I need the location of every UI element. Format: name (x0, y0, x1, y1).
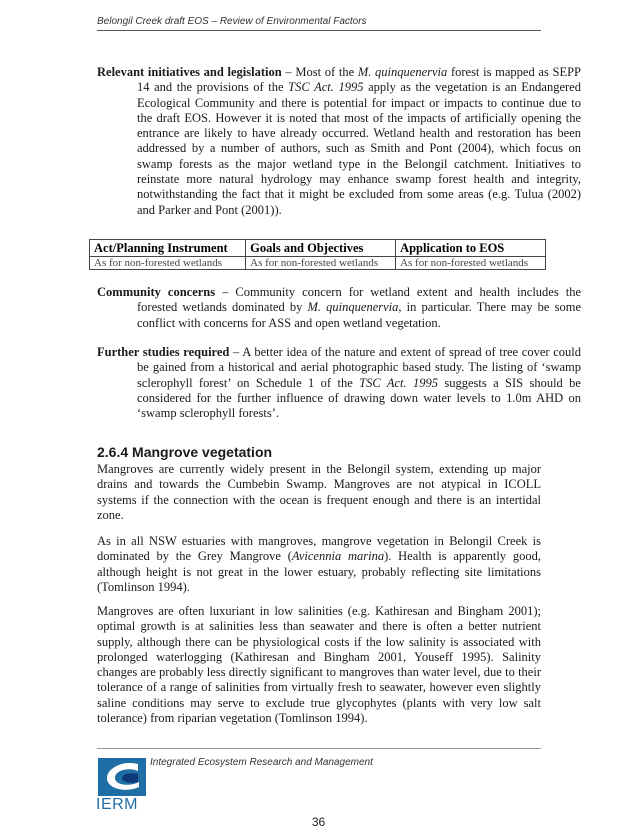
page-number: 36 (311, 815, 326, 829)
table-cell: As for non-forested wetlands (246, 257, 396, 270)
mangrove-paragraph-2: As in all NSW estuaries with mangroves, mangrove vegetation in Belongil Creek is dominated by the Grey Mangrove (Avicennia marina). Health is apparently good, although height is not great in the lower estuary, probably reflecting site limitations (Tomlinson 1994). (97, 534, 541, 594)
ierm-logo-text: IERM (96, 796, 138, 813)
mangrove-paragraph-1: Mangroves are currently widely present in the Belongil system, extending up major drains and towards the Cumbebin Swamp. Mangroves are not atypical in ICOLL systems if the connection with the ocean is frequent enough and there is an intertidal zone. (97, 462, 541, 522)
table-header: Goals and Objectives (246, 240, 396, 257)
further-studies-paragraph: Further studies required – A better idea of the nature and extent of spread of tree cover could be gained from a historical and aerial photographic based study. The listing of ‘swamp sclerophyll forest’ on Schedule 1 of the TSC Act. 1995 suggests a SIS should be considered for the further influence of drawing down water levels to 1.0m AHD on ‘swamp sclerophyll forests’. (97, 345, 581, 421)
table-cell: As for non-forested wetlands (396, 257, 546, 270)
table-row (90, 257, 546, 270)
relevant-heading: Relevant initiatives and legislation (97, 65, 282, 79)
ierm-logo-icon (98, 758, 146, 796)
table-header: Act/Planning Instrument (90, 240, 246, 257)
community-concerns-paragraph: Community concerns – Community concern for wetland extent and health includes the forested wetlands dominated by M. quinquenervia, in particular. There may be some conflict with concerns for ASS and open wetland vegetation. (97, 285, 581, 330)
relevant-initiatives-paragraph: Relevant initiatives and legislation – Most of the M. quinquenervia forest is mapped as SEPP 14 and the provisions of the TSC Act. 1995 apply as the vegetation is an Endangered Ecological Community and there is potential for impact or impacts to continue due to the draft EOS. However it is noted that most of the impacts of artificially opening the entrance are likely to have already occurred. Wetland health and restoration has been addressed by a number of authors, such as Smith and Pont (2004), which focus on swamp forests as the major wetland type in the Belongil catchment. Initiatives to reinstate more natural hydrology may enhance swamp forest health and integrity, notwithstanding the fact that it might be excluded from some areas (e.g. Tulua (2002) and Parker and Pont (2001)). (97, 65, 581, 217)
footer-divider (97, 748, 541, 749)
further-heading: Further studies required (97, 345, 230, 359)
section-heading: 2.6.4 Mangrove vegetation (97, 444, 273, 460)
table-header-row (90, 240, 546, 257)
footer-organization: Integrated Ecosystem Research and Management (150, 757, 373, 768)
legislation-table (89, 239, 546, 270)
table-cell: As for non-forested wetlands (90, 257, 246, 270)
table-header: Application to EOS (396, 240, 546, 257)
mangrove-paragraph-3: Mangroves are often luxuriant in low salinities (e.g. Kathiresan and Bingham 2001); optimal growth is at salinities less than seawater and there is often a better nutrient supply, although there can be physiological costs if the low salinity is associated with prolonged waterlogging (Kathiresan and Bingham 2001, Youseff 1995). Salinity changes are probably less directly significant to mangroves than water level, due to their tolerance of a range of salinities from virtually fresh to seawater, however even slightly saline conditions may serve to exclude true glycophytes (plants with very low salt tolerance) from riparian vegetation (Tomlinson 1994). (97, 604, 541, 726)
community-heading: Community concerns (97, 285, 216, 299)
running-header: Belongil Creek draft EOS – Review of Environmental Factors (97, 16, 541, 31)
